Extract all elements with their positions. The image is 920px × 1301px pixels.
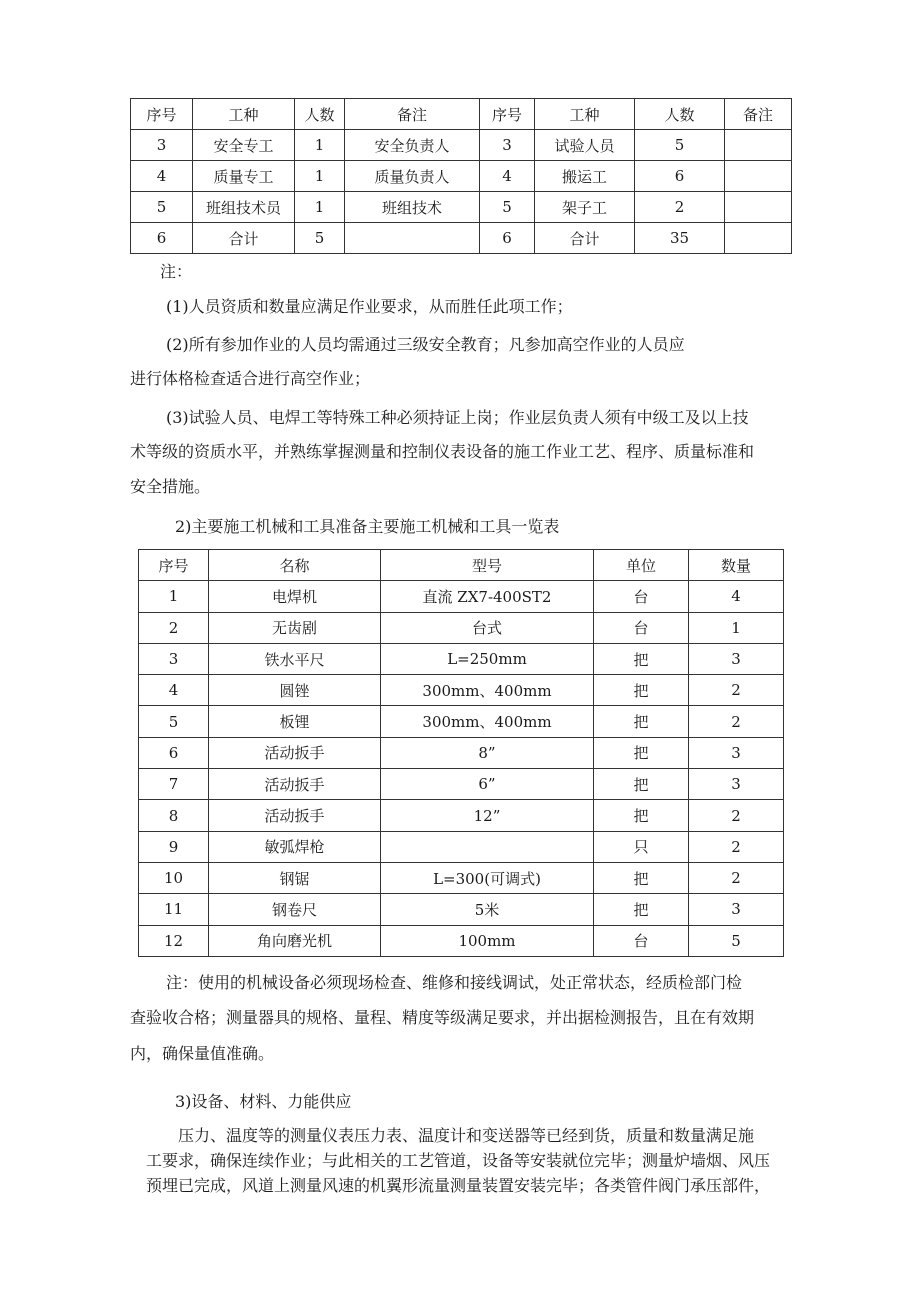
section3-line2: 工要求，确保连续作业；与此相关的工艺管道，设备等安装就位完毕；测量炉墙烟、风压 [146,1151,771,1170]
section3-line3: 预埋已完成，风道上测量风速的机翼形流量测量装置安装完毕；各类管件阀门承压部件， [146,1176,771,1195]
staff-cell: 1 [295,161,345,192]
tool-cell: 5米 [381,894,594,925]
notes2-line3: 内，确保量值准确。 [130,1044,275,1063]
tool-cell: 把 [594,769,689,800]
tool-cell: 300mm、400mm [381,675,594,706]
tool-cell: 2 [689,675,784,706]
tool-cell: L=250mm [381,643,594,674]
tool-header-cell: 单位 [594,550,689,581]
staff-cell: 5 [295,223,345,254]
staff-header-cell: 人数 [635,99,725,130]
tool-cell: 把 [594,643,689,674]
staff-cell [345,223,480,254]
tool-cell: 敏弧焊枪 [209,831,381,862]
staff-cell: 6 [131,223,193,254]
tool-cell: 钢锯 [209,862,381,893]
staff-cell: 班组技术员 [193,192,295,223]
staff-header-cell: 备注 [345,99,480,130]
tool-cell: 铁水平尺 [209,643,381,674]
staff-cell: 架子工 [535,192,635,223]
tool-cell: 把 [594,706,689,737]
tool-header-cell: 数量 [689,550,784,581]
tool-cell: 把 [594,800,689,831]
staff-header-cell: 工种 [535,99,635,130]
staff-header-cell: 备注 [725,99,792,130]
tool-cell: 300mm、400mm [381,706,594,737]
tool-header-cell: 型号 [381,550,594,581]
tool-cell: L=300(可调式) [381,862,594,893]
tool-cell: 3 [689,769,784,800]
staff-cell [725,223,792,254]
tool-cell: 无齿剧 [209,612,381,643]
tool-cell: 3 [139,643,209,674]
staff-row [131,192,792,223]
tool-cell: 钢卷尺 [209,894,381,925]
staff-header-cell: 人数 [295,99,345,130]
tool-row [139,800,784,831]
staff-cell: 搬运工 [535,161,635,192]
tool-cell: 2 [689,800,784,831]
staff-cell: 1 [295,130,345,161]
section3-title: 3)设备、材料、力能供应 [175,1092,352,1111]
tool-cell: 活动扳手 [209,769,381,800]
tool-table [138,549,784,957]
tool-cell: 把 [594,862,689,893]
tool-cell: 活动扳手 [209,800,381,831]
staff-cell: 5 [635,130,725,161]
tool-cell: 8 [139,800,209,831]
notes1-item3-line1: (3)试验人员、电焊工等特殊工种必须持证上岗；作业层负责人须有中级工及以上技 [166,408,749,427]
tool-cell: 11 [139,894,209,925]
notes2-line1: 注：使用的机械设备必须现场检查、维修和接线调试，处正常状态，经质检部门检 [166,973,743,992]
staff-cell: 质量专工 [193,161,295,192]
tool-row [139,675,784,706]
staff-cell: 6 [480,223,535,254]
staff-cell [725,192,792,223]
tool-cell: 圆锉 [209,675,381,706]
tool-header-cell: 名称 [209,550,381,581]
staff-cell: 4 [480,161,535,192]
staff-cell: 3 [480,130,535,161]
tool-cell: 12” [381,800,594,831]
tool-cell: 活动扳手 [209,737,381,768]
staff-cell: 5 [480,192,535,223]
notes1-item3-line3: 安全措施。 [130,477,211,496]
staff-cell: 试验人员 [535,130,635,161]
tool-cell: 1 [689,612,784,643]
staff-row [131,130,792,161]
tool-cell: 把 [594,675,689,706]
tool-cell: 1 [139,581,209,612]
staff-cell: 安全负责人 [345,130,480,161]
staff-cell: 合计 [193,223,295,254]
staff-row [131,161,792,192]
section2-title: 2)主要施工机械和工具准备主要施工机械和工具一览表 [175,517,560,536]
tool-row [139,737,784,768]
staff-cell: 6 [635,161,725,192]
staff-table [130,98,792,254]
tool-cell [381,831,594,862]
notes1-item3-line2: 术等级的资质水平，并熟练掌握测量和控制仪表设备的施工作业工艺、程序、质量标准和 [130,442,755,461]
notes1-label: 注： [160,262,193,281]
tool-cell: 直流 ZX7-400ST2 [381,581,594,612]
tool-cell: 6” [381,769,594,800]
tool-cell: 3 [689,643,784,674]
staff-cell: 安全专工 [193,130,295,161]
staff-header-cell: 序号 [480,99,535,130]
tool-cell: 3 [689,894,784,925]
tool-cell: 3 [689,737,784,768]
tool-cell: 板锂 [209,706,381,737]
tool-row [139,894,784,925]
staff-cell [725,130,792,161]
staff-cell [725,161,792,192]
tool-cell: 4 [689,581,784,612]
tool-cell: 台 [594,925,689,956]
notes1-item2-line1: (2)所有参加作业的人员均需通过三级安全教育；凡参加高空作业的人员应 [166,335,685,354]
tool-row [139,769,784,800]
tool-header-row [139,550,784,581]
staff-cell: 5 [131,192,193,223]
tool-cell: 6 [139,737,209,768]
tool-row [139,925,784,956]
tool-row [139,831,784,862]
tool-cell: 2 [689,862,784,893]
staff-cell: 班组技术 [345,192,480,223]
staff-cell: 3 [131,130,193,161]
tool-cell: 2 [139,612,209,643]
staff-cell: 质量负责人 [345,161,480,192]
tool-cell: 10 [139,862,209,893]
tool-cell: 台式 [381,612,594,643]
tool-cell: 把 [594,894,689,925]
tool-cell: 12 [139,925,209,956]
tool-cell: 4 [139,675,209,706]
tool-cell: 100mm [381,925,594,956]
tool-cell: 只 [594,831,689,862]
tool-cell: 5 [139,706,209,737]
staff-cell: 1 [295,192,345,223]
tool-cell: 7 [139,769,209,800]
staff-cell: 2 [635,192,725,223]
tool-cell: 2 [689,706,784,737]
tool-cell: 电焊机 [209,581,381,612]
tool-cell: 8” [381,737,594,768]
tool-cell: 2 [689,831,784,862]
tool-header-cell: 序号 [139,550,209,581]
staff-header-cell: 工种 [193,99,295,130]
tool-cell: 角向磨光机 [209,925,381,956]
staff-cell: 35 [635,223,725,254]
tool-cell: 5 [689,925,784,956]
notes1-item2-line2: 进行体格检查适合进行高空作业； [130,369,371,388]
notes1-item1: (1)人员资质和数量应满足作业要求，从而胜任此项工作； [166,297,573,316]
tool-row [139,862,784,893]
staff-cell: 4 [131,161,193,192]
tool-row [139,581,784,612]
tool-row [139,643,784,674]
tool-cell: 台 [594,581,689,612]
staff-row [131,223,792,254]
staff-cell: 合计 [535,223,635,254]
tool-row [139,612,784,643]
tool-row [139,706,784,737]
section3-line1: 压力、温度等的测量仪表压力表、温度计和变送器等已经到货，质量和数量满足施 [178,1126,755,1145]
staff-header-row [131,99,792,130]
tool-cell: 9 [139,831,209,862]
tool-cell: 台 [594,612,689,643]
notes2-line2: 查验收合格；测量器具的规格、量程、精度等级满足要求，并出据检测报告，且在有效期 [130,1008,755,1027]
tool-cell: 把 [594,737,689,768]
staff-header-cell: 序号 [131,99,193,130]
